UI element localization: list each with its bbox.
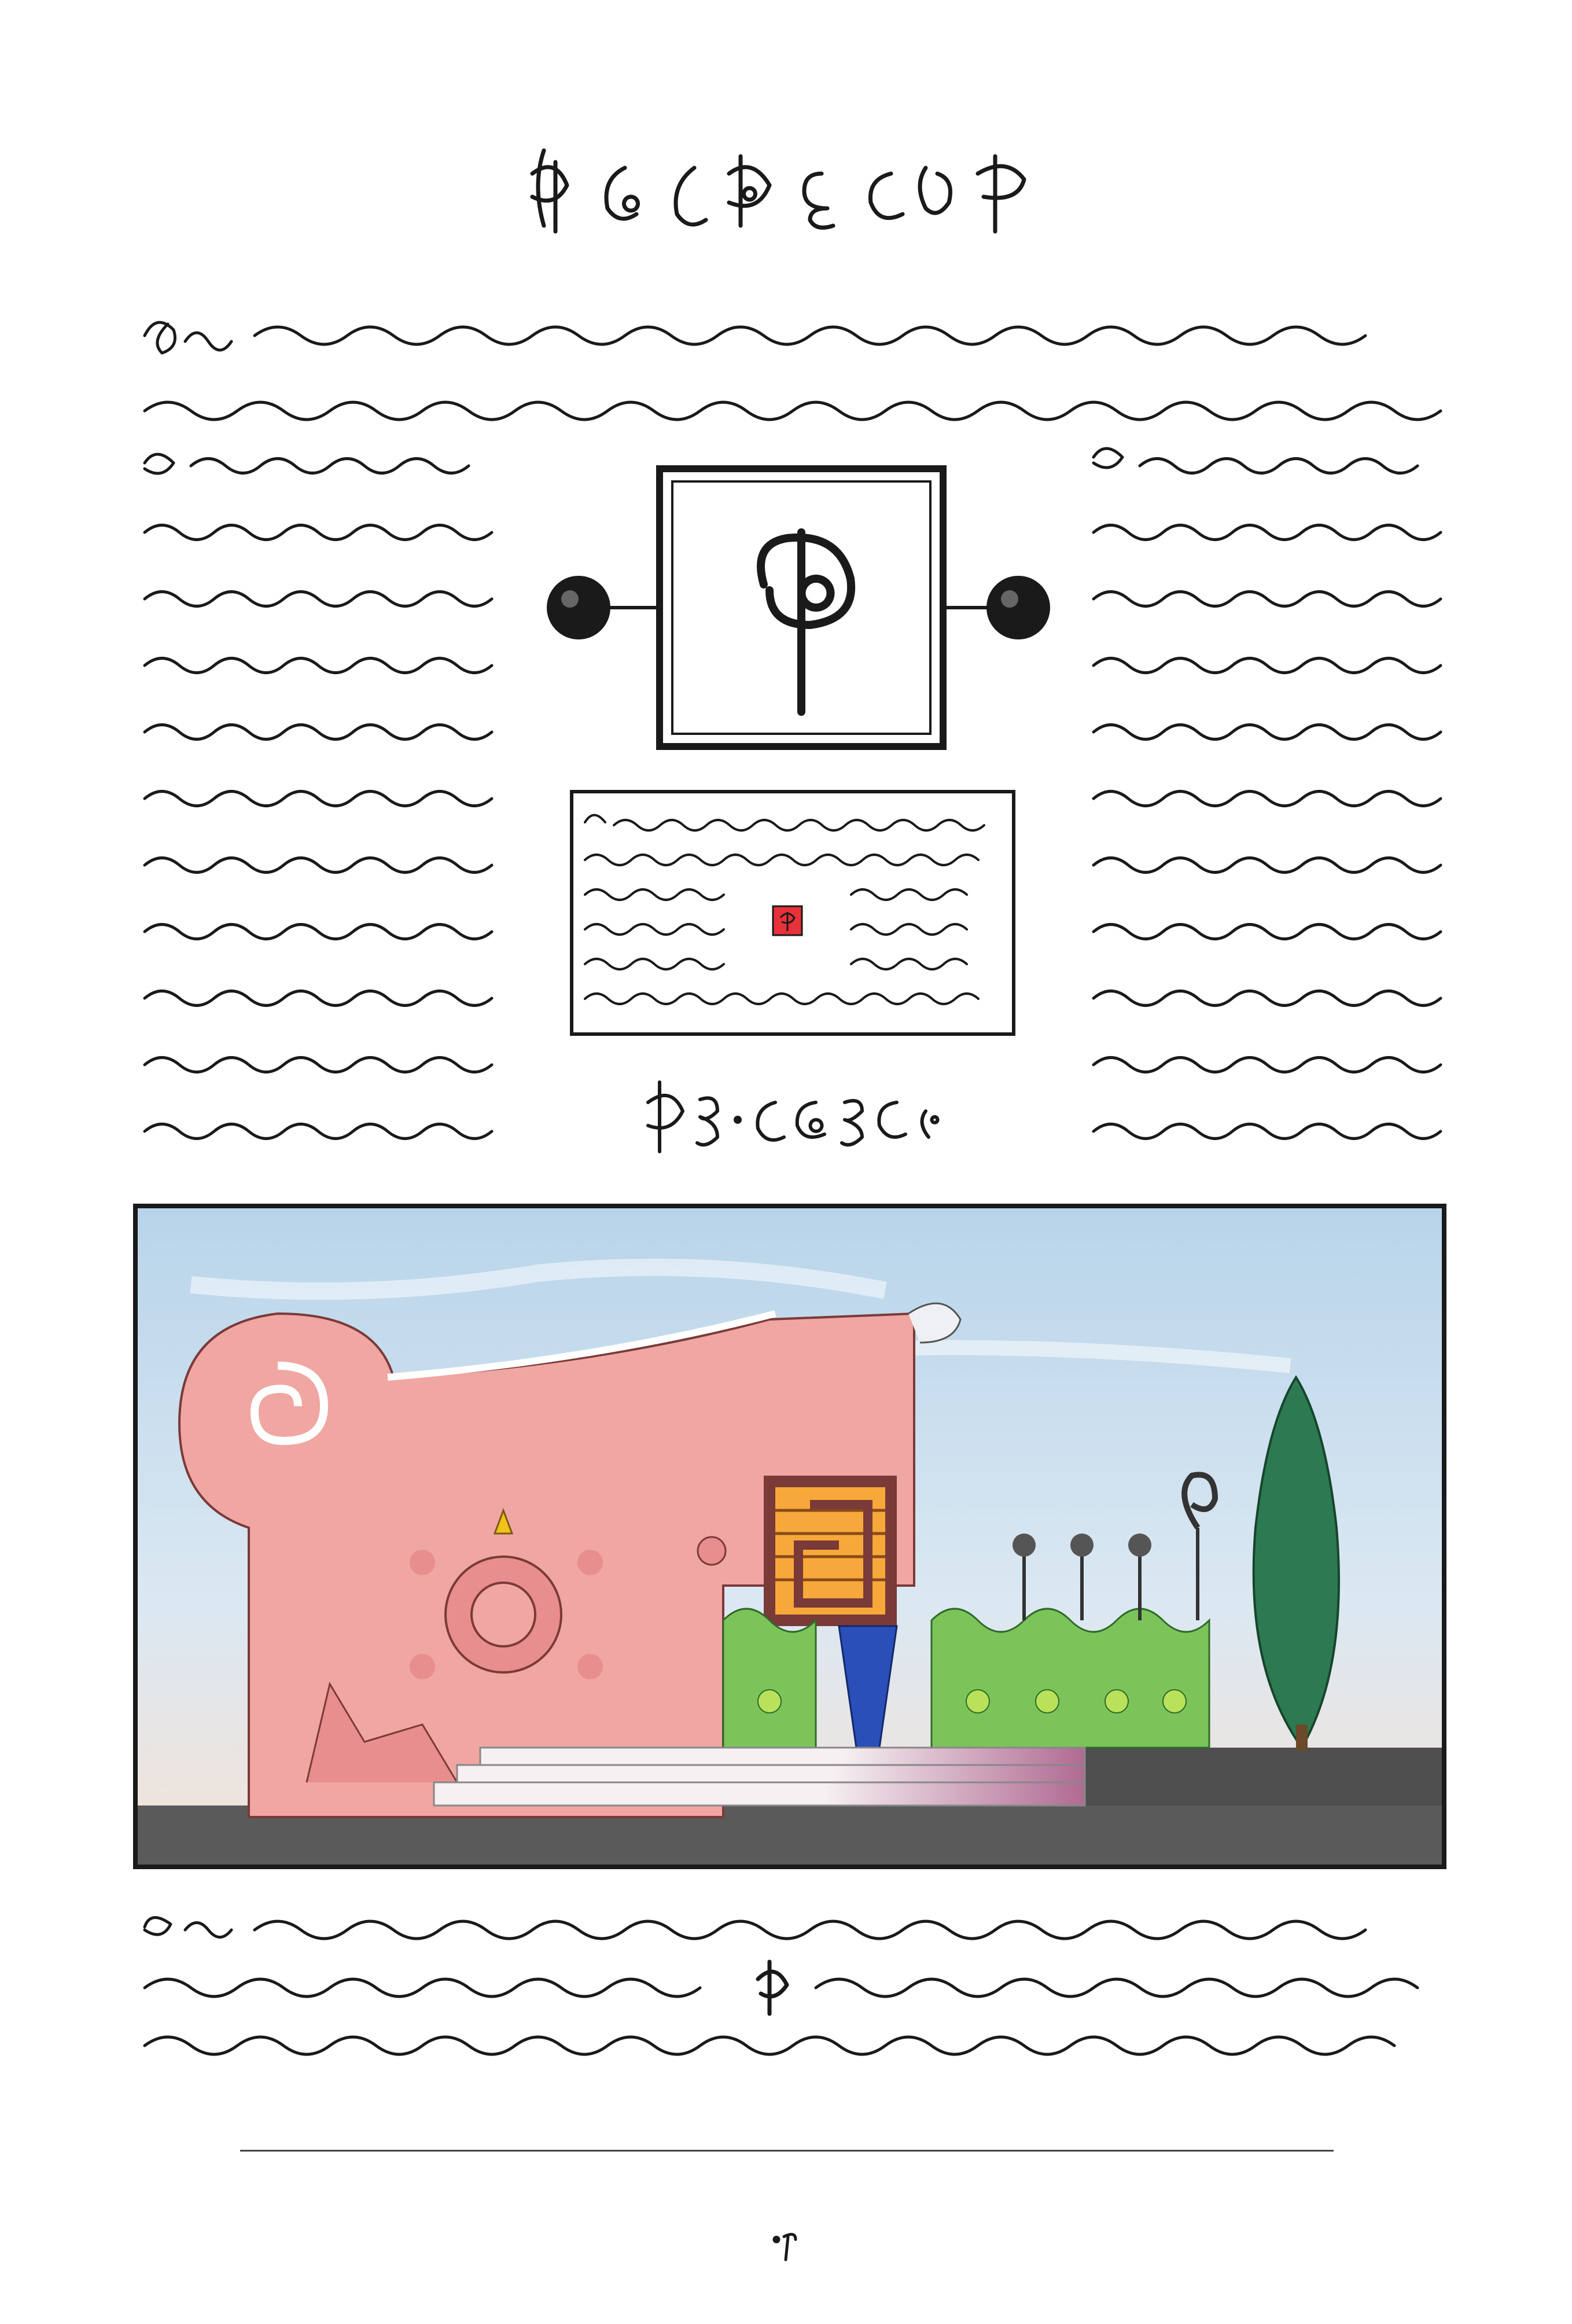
footer-rule [240,2150,1334,2152]
stone-steps [434,1748,1085,1805]
illustration-panel [133,1204,1446,1869]
left-column-text [139,440,521,1204]
page-number-mark [764,2222,810,2268]
page-title [521,133,1053,249]
caption-box [570,790,1015,1036]
right-terminal-node [986,576,1050,639]
intro-paragraph [139,301,1446,451]
left-terminal-node [547,576,610,639]
diagram-subtitle [642,1071,955,1163]
green-hedge [723,1609,816,1748]
central-diagram [538,463,1088,770]
right-column-text [1088,440,1458,1204]
bottom-paragraph [139,1898,1446,2072]
